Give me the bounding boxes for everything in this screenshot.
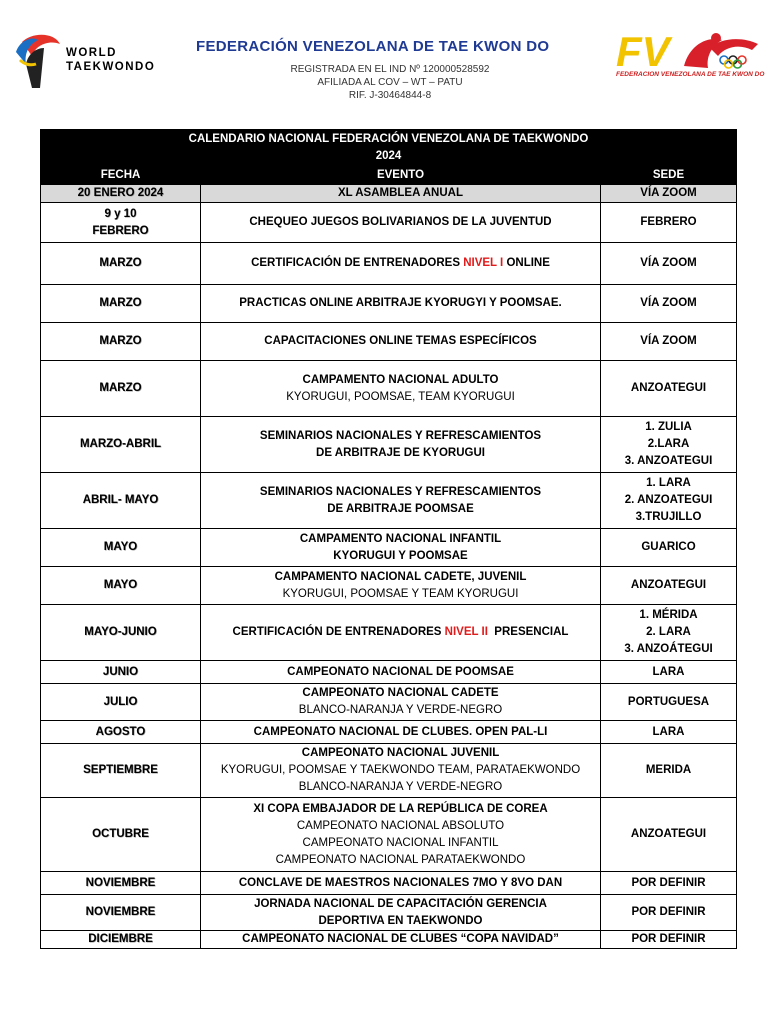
- table-row: [41, 203, 737, 243]
- cell-fecha: MARZO: [41, 323, 201, 361]
- cell-evento: CAMPEONATO NACIONAL DE CLUBES “COPA NAVIDAD”: [201, 931, 601, 949]
- cell-evento: CAMPEONATO NACIONAL DE CLUBES. OPEN PAL-LI: [201, 721, 601, 744]
- table-row: [41, 243, 737, 285]
- cell-fecha: 9 y 10 FEBRERO: [41, 203, 201, 243]
- document-header: [0, 0, 768, 120]
- cell-fecha: MARZO: [41, 243, 201, 285]
- cell-sede: POR DEFINIR: [601, 872, 737, 895]
- table-row: [41, 895, 737, 931]
- rif-line: RIF. J-30464844-8: [348, 90, 432, 101]
- table-row: [41, 872, 737, 895]
- cell-sede: VÍA ZOOM: [601, 243, 737, 285]
- cell-fecha: MAYO: [41, 529, 201, 567]
- table-row: [41, 661, 737, 684]
- cell-evento: SEMINARIOS NACIONALES Y REFRESCAMIENTOS DE ARBITRAJE DE KYORUGUI: [201, 417, 601, 473]
- cell-evento: XL ASAMBLEA ANUAL: [201, 185, 601, 203]
- cell-evento: XI COPA EMBAJADOR DE LA REPÚBLICA DE COREA CAMPEONATO NACIONAL ABSOLUTO CAMPEONATO NACIONAL INFANTIL CAMPEONATO NACIONAL PARATAEKWONDO: [201, 798, 601, 872]
- cell-sede: POR DEFINIR: [601, 895, 737, 931]
- cell-fecha: MARZO: [41, 285, 201, 323]
- table-row: [41, 529, 737, 567]
- cell-sede: ANZOATEGUI: [601, 798, 737, 872]
- calendar-rows: [41, 185, 737, 949]
- column-header-evento: EVENTO: [201, 167, 601, 185]
- table-row: [41, 567, 737, 605]
- cell-sede: ANZOATEGUI: [601, 567, 737, 605]
- cell-fecha: NOVIEMBRE: [41, 895, 201, 931]
- table-row: [41, 721, 737, 744]
- cell-evento: CONCLAVE DE MAESTROS NACIONALES 7MO Y 8VO DAN: [201, 872, 601, 895]
- affiliation-line: AFILIADA AL COV – WT – PATU: [317, 77, 463, 88]
- cell-fecha: ABRIL- MAYO: [41, 473, 201, 529]
- cell-evento: CAMPAMENTO NACIONAL INFANTIL KYORUGUI Y POOMSAE: [201, 529, 601, 567]
- cell-sede: MERIDA: [601, 744, 737, 798]
- cell-fecha: SEPTIEMBRE: [41, 744, 201, 798]
- svg-text:FV: FV: [616, 28, 670, 75]
- table-title: CALENDARIO NACIONAL FEDERACIÓN VENEZOLANA DE TAEKWONDO 2024: [41, 130, 737, 167]
- cell-sede: VÍA ZOOM: [601, 323, 737, 361]
- cell-fecha: AGOSTO: [41, 721, 201, 744]
- cell-fecha: OCTUBRE: [41, 798, 201, 872]
- cell-evento: CAMPEONATO NACIONAL JUVENIL KYORUGUI, POOMSAE Y TAEKWONDO TEAM, PARATAEKWONDO BLANCO-NARANJA Y VERDE-NEGRO: [201, 744, 601, 798]
- cell-evento: CERTIFICACIÓN DE ENTRENADORES NIVEL I ONLINE: [201, 243, 601, 285]
- federation-registration: [262, 63, 518, 102]
- table-row: [41, 323, 737, 361]
- cell-evento: CAMPEONATO NACIONAL DE POOMSAE: [201, 661, 601, 684]
- federation-title: FEDERACIÓN VENEZOLANA DE TAE KWON DO: [196, 38, 550, 55]
- level-highlight: NIVEL II: [444, 626, 488, 638]
- cell-evento: CAMPAMENTO NACIONAL CADETE, JUVENIL KYORUGUI, POOMSAE Y TEAM KYORUGUI: [201, 567, 601, 605]
- cell-fecha: MAYO-JUNIO: [41, 605, 201, 661]
- cell-sede: VÍA ZOOM: [601, 285, 737, 323]
- cell-fecha: NOVIEMBRE: [41, 872, 201, 895]
- table-row: [41, 417, 737, 473]
- cell-fecha: MARZO: [41, 361, 201, 417]
- column-header-sede: SEDE: [601, 167, 737, 185]
- cell-fecha: MAYO: [41, 567, 201, 605]
- table-row: [41, 361, 737, 417]
- cell-sede: LARA: [601, 721, 737, 744]
- cell-sede: FEBRERO: [601, 203, 737, 243]
- cell-evento: CAPACITACIONES ONLINE TEMAS ESPECÍFICOS: [201, 323, 601, 361]
- table-row: [41, 473, 737, 529]
- cell-evento: CHEQUEO JUEGOS BOLIVARIANOS DE LA JUVENTUD: [201, 203, 601, 243]
- cell-sede: 1. LARA 2. ANZOATEGUI 3.TRUJILLO: [601, 473, 737, 529]
- fvtkd-logo: [612, 26, 765, 88]
- cell-sede: POR DEFINIR: [601, 931, 737, 949]
- table-row: [41, 931, 737, 949]
- table-row: [41, 285, 737, 323]
- registration-line: REGISTRADA EN EL IND Nº 120000528592: [290, 64, 490, 75]
- cell-evento: SEMINARIOS NACIONALES Y REFRESCAMIENTOS DE ARBITRAJE POOMSAE: [201, 473, 601, 529]
- table-row: [41, 605, 737, 661]
- cell-sede: 1. MÉRIDA 2. LARA 3. ANZOÁTEGUI: [601, 605, 737, 661]
- table-row: [41, 684, 737, 721]
- table-row: [41, 798, 737, 872]
- cell-evento: CAMPAMENTO NACIONAL ADULTO KYORUGUI, POOMSAE, TEAM KYORUGUI: [201, 361, 601, 417]
- cell-fecha: JUNIO: [41, 661, 201, 684]
- cell-sede: GUARICO: [601, 529, 737, 567]
- world-taekwondo-wordmark: WORLD TAEKWONDO: [66, 47, 156, 73]
- table-title-row: [41, 130, 737, 167]
- cell-sede: PORTUGUESA: [601, 684, 737, 721]
- table-row: [41, 744, 737, 798]
- cell-fecha: 20 ENERO 2024: [41, 185, 201, 203]
- cell-evento: CAMPEONATO NACIONAL CADETE BLANCO-NARANJA Y VERDE-NEGRO: [201, 684, 601, 721]
- cell-fecha: JULIO: [41, 684, 201, 721]
- level-highlight: NIVEL I: [463, 257, 504, 269]
- cell-evento: JORNADA NACIONAL DE CAPACITACIÓN GERENCIA DEPORTIVA EN TAEKWONDO: [201, 895, 601, 931]
- cell-sede: 1. ZULIA 2.LARA 3. ANZOATEGUI: [601, 417, 737, 473]
- cell-fecha: DICIEMBRE: [41, 931, 201, 949]
- column-header-row: [41, 167, 737, 185]
- national-calendar-table: [40, 129, 737, 949]
- cell-evento: PRACTICAS ONLINE ARBITRAJE KYORUGYI Y POOMSAE.: [201, 285, 601, 323]
- cell-sede: ANZOATEGUI: [601, 361, 737, 417]
- cell-sede: LARA: [601, 661, 737, 684]
- table-row: [41, 185, 737, 203]
- column-header-fecha: FECHA: [41, 167, 201, 185]
- cell-sede: VÍA ZOOM: [601, 185, 737, 203]
- cell-fecha: MARZO-ABRIL: [41, 417, 201, 473]
- fvtkd-logo-caption: FEDERACION VENEZOLANA DE TAE KWON DO: [616, 71, 765, 78]
- cell-evento: CERTIFICACIÓN DE ENTRENADORES NIVEL II PRESENCIAL: [201, 605, 601, 661]
